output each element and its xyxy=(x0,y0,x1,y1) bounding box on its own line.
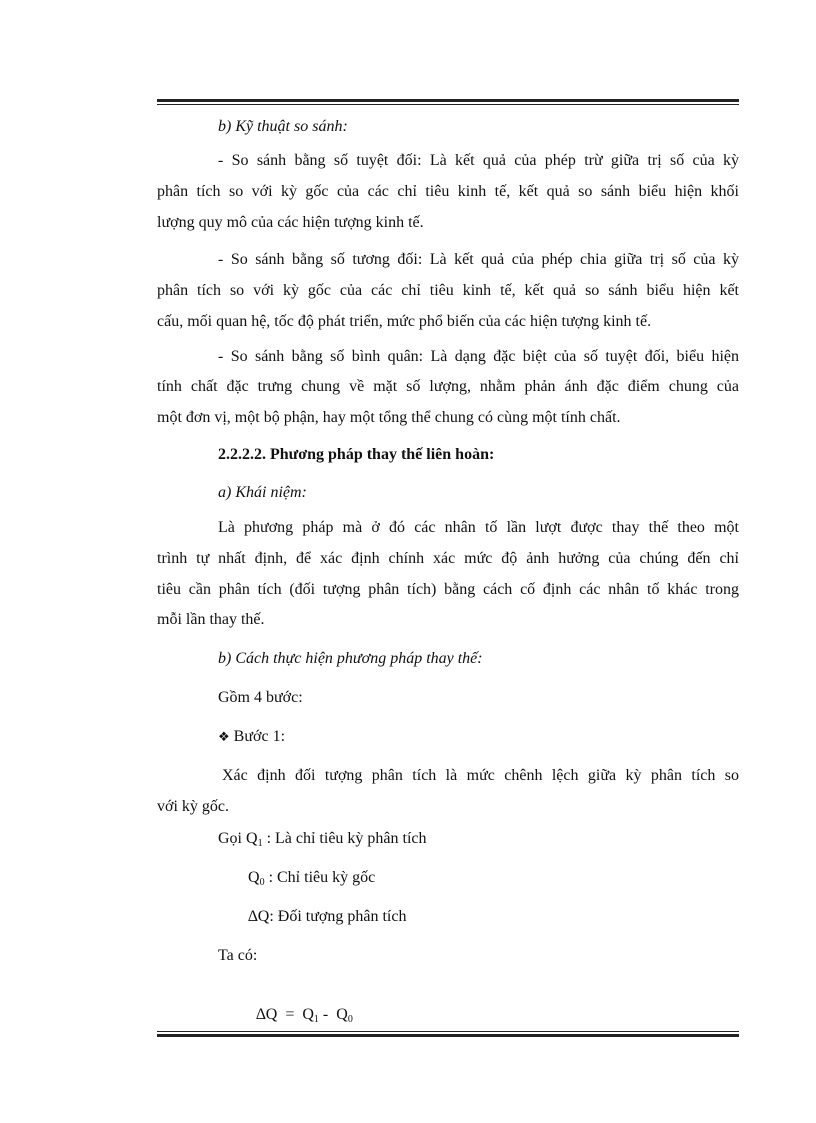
paragraph-line: trình tự nhất định, để xác định chính xác mức độ ảnh hưởng của chúng đến chỉ xyxy=(157,550,739,567)
footer-rule xyxy=(157,1031,739,1037)
paragraph-line: tính chất đặc trưng chung về mặt số lượng, nhằm phản ánh đặc điểm chung của xyxy=(157,378,739,395)
steps-intro: Gồm 4 bước: xyxy=(218,689,303,706)
step1-label xyxy=(218,727,285,748)
howto-heading: b) Cách thực hiện phương pháp thay thế: xyxy=(218,650,483,667)
concept-heading: a) Khái niệm: xyxy=(218,484,307,501)
paragraph-line: Là phương pháp mà ở đó các nhân tố lần lượt được thay thế theo một xyxy=(218,519,739,536)
paragraph-line: một đơn vị, một bộ phận, hay một tổng thể chung có cùng một tính chất. xyxy=(157,409,621,426)
step1-text: Bước 1: xyxy=(233,728,286,745)
paragraph-line: phân tích so với kỳ gốc của các chỉ tiêu kinh tế, kết quả so sánh biểu hiện kết xyxy=(157,282,739,299)
paragraph-line: - So sánh bằng số bình quân: Là dạng đặc biệt của số tuyệt đối, biểu hiện xyxy=(218,348,739,365)
paragraph-line: cấu, mối quan hệ, tốc độ phát triển, mức phổ biến của các hiện tượng kinh tế. xyxy=(157,313,652,330)
definition-q1: Gọi $Q_1$ : Là chỉ tiêu kỳ phân tích xyxy=(218,830,427,849)
paragraph-line: tiêu cần phân tích (đối tượng phân tích) bằng cách cố định các nhân tố khác trong xyxy=(157,581,739,598)
ta-co-label: Ta có: xyxy=(218,947,258,964)
paragraph-line: mỗi lần thay thế. xyxy=(157,611,265,628)
method-heading: 2.2.2.2. Phương pháp thay thế liên hoàn: xyxy=(218,446,495,463)
definition-q0: $Q_0$ : Chỉ tiêu kỳ gốc xyxy=(248,869,376,888)
definition-delta-q: ∆Q: Đối tượng phân tích xyxy=(248,908,407,925)
header-rule xyxy=(157,99,739,105)
diamond-bullet-icon: ❖ xyxy=(218,730,230,745)
paragraph-line: phân tích so với kỳ gốc của các chỉ tiêu kinh tế, kết quả so sánh biểu hiện khối xyxy=(157,183,739,200)
paragraph-line: Xác định đối tượng phân tích là mức chênh lệch giữa kỳ phân tích so xyxy=(222,767,739,784)
formula: $\Delta Q = Q_1 - Q_0$ xyxy=(256,1006,353,1025)
paragraph-line: - So sánh bằng số tuyệt đối: Là kết quả của phép trừ giữa trị số của kỳ xyxy=(218,152,739,169)
paragraph-line: lượng quy mô của các hiện tượng kinh tế. xyxy=(157,214,424,231)
paragraph-line: - So sánh bằng số tương đối: Là kết quả của phép chia giữa trị số của kỳ xyxy=(218,251,739,268)
paragraph-line: với kỳ gốc. xyxy=(157,798,230,815)
section-heading: b) Kỹ thuật so sánh: xyxy=(218,118,348,135)
